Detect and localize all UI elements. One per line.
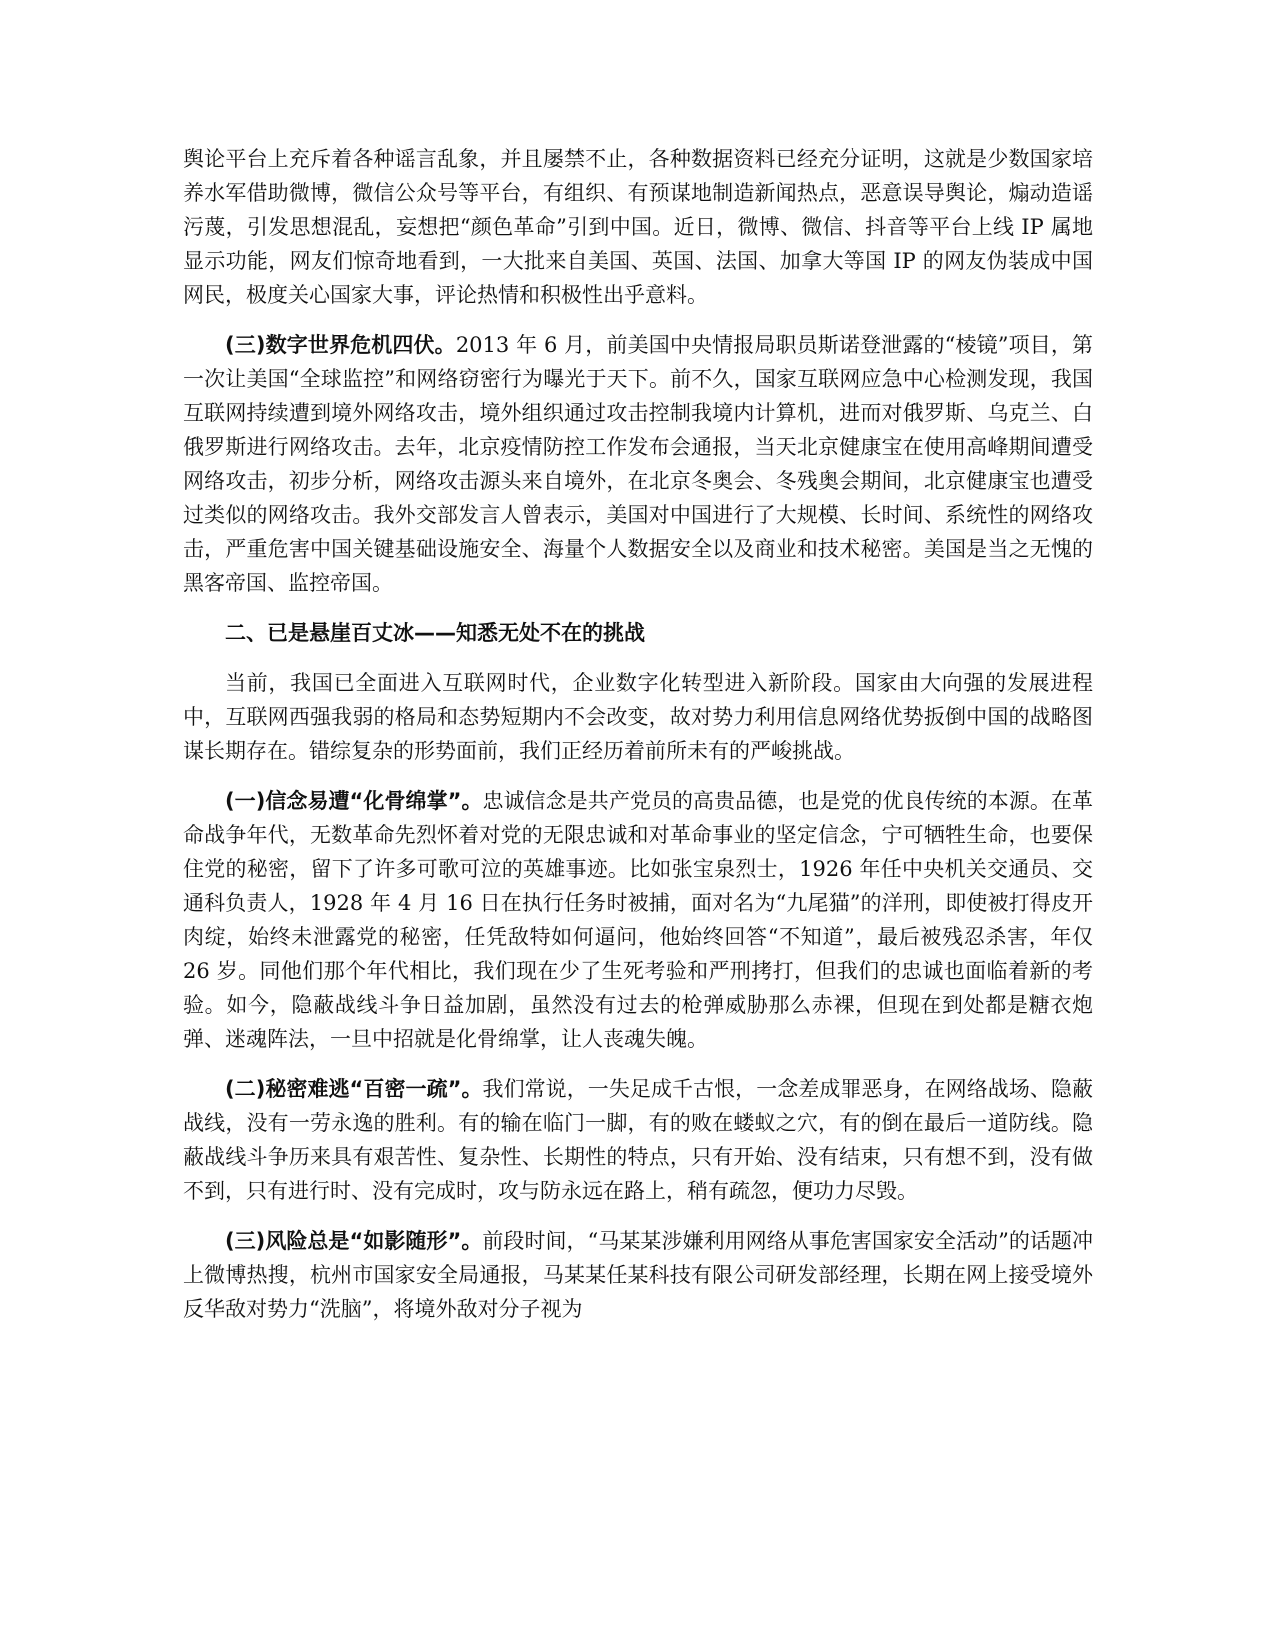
paragraph-rumors: 舆论平台上充斥着各种谣言乱象，并且屡禁不止，各种数据资料已经充分证明，这就是少数国家培养水军借助微博，微信公众号等平台，有组织、有预谋地制造新闻热点，恶意误导舆论，煽动造谣污蔑，引发思想混乱，妄想把“颜色革命”引到中国。近日，微博、微信、抖音等平台上线 IP 属地显示功能，网友们惊奇地看到，一大批来自美国、英国、法国、加拿大等国 IP 的网友伪装成中国网民，极度关心国家大事，评论热情和积极性出乎意料。 <box>183 147 1093 307</box>
paragraph-intro: 当前，我国已全面进入互联网时代，企业数字化转型进入新阶段。国家由大向强的发展进程中，互联网西强我弱的格局和态势短期内不会改变，故对势力利用信息网络优势扳倒中国的战略图谋长期存在。错综复杂的形势面前，我们正经历着前所未有的严峻挑战。 <box>183 671 1093 763</box>
paragraph-digital-crisis <box>183 328 1093 600</box>
paragraph-lead: (三)数字世界危机四伏。 <box>225 333 456 357</box>
paragraph-risk <box>183 1224 1093 1326</box>
section-heading: 二、已是悬崖百丈冰——知悉无处不在的挑战 <box>225 621 645 645</box>
paragraph-body: 忠诚信念是共产党员的高贵品德，也是党的优良传统的本源。在革命战争年代，无数革命先烈怀着对党的无限忠诚和对革命事业的坚定信念，宁可牺牲生命，也要保住党的秘密，留下了许多可歌可泣的英雄事迹。比如张宝泉烈士，1926 年任中央机关交通员、交通科负责人，1928 年 4 月 16 日在执行任务时被捕，面对名为“九尾猫”的洋刑，即使被打得皮开肉绽，始终未泄露党的秘密，任凭敌特如何逼问，他始终回答“不知道”，最后被残忍杀害，年仅 26 岁。同他们那个年代相比，我们现在少了生死考验和严刑拷打，但我们的忠诚也面临着新的考验。如今，隐蔽战线斗争日益加剧，虽然没有过去的枪弹威胁那么赤裸，但现在到处都是糖衣炮弹、迷魂阵法，一旦中招就是化骨绵掌，让人丧魂失魄。 <box>183 789 1093 1051</box>
paragraph-belief <box>183 784 1093 1056</box>
paragraph-body: 我们常说，一失足成千古恨，一念差成罪恶身，在网络战场、隐蔽战线，没有一劳永逸的胜利。有的输在临门一脚，有的败在蝼蚁之穴，有的倒在最后一道防线。隐蔽战线斗争历来具有艰苦性、复杂性、长期性的特点，只有开始、没有结束，只有想不到，没有做不到，只有进行时、没有完成时，攻与防永远在路上，稍有疏忽，便功力尽毁。 <box>183 1077 1093 1203</box>
paragraph-lead: (一)信念易遭“化骨绵掌”。 <box>225 789 483 813</box>
paragraph-lead: (三)风险总是“如影随形”。 <box>225 1229 483 1253</box>
paragraph-lead: (二)秘密难逃“百密一疏”。 <box>225 1077 483 1101</box>
paragraph-secrets <box>183 1072 1093 1208</box>
paragraph-body: 2013 年 6 月，前美国中央情报局职员斯诺登泄露的“棱镜”项目，第一次让美国“全球监控”和网络窃密行为曝光于天下。前不久，国家互联网应急中心检测发现，我国互联网持续遭到境外网络攻击，境外组织通过攻击控制我境内计算机，进而对俄罗斯、乌克兰、白俄罗斯进行网络攻击。去年，北京疫情防控工作发布会通报，当天北京健康宝在使用高峰期间遭受网络攻击，初步分析，网络攻击源头来自境外，在北京冬奥会、冬残奥会期间，北京健康宝也遭受过类似的网络攻击。我外交部发言人曾表示，美国对中国进行了大规模、长时间、系统性的网络攻击，严重危害中国关键基础设施安全、海量个人数据安全以及商业和技术秘密。美国是当之无愧的黑客帝国、监控帝国。 <box>183 333 1093 595</box>
document-page <box>183 142 1093 1342</box>
paragraph-body: 前段时间，“马某某涉嫌利用网络从事危害国家安全活动”的话题冲上微博热搜，杭州市国家安全局通报，马某某任某科技有限公司研发部经理，长期在网上接受境外反华敌对势力“洗脑”，将境外敌对分子视为 <box>183 1229 1093 1321</box>
